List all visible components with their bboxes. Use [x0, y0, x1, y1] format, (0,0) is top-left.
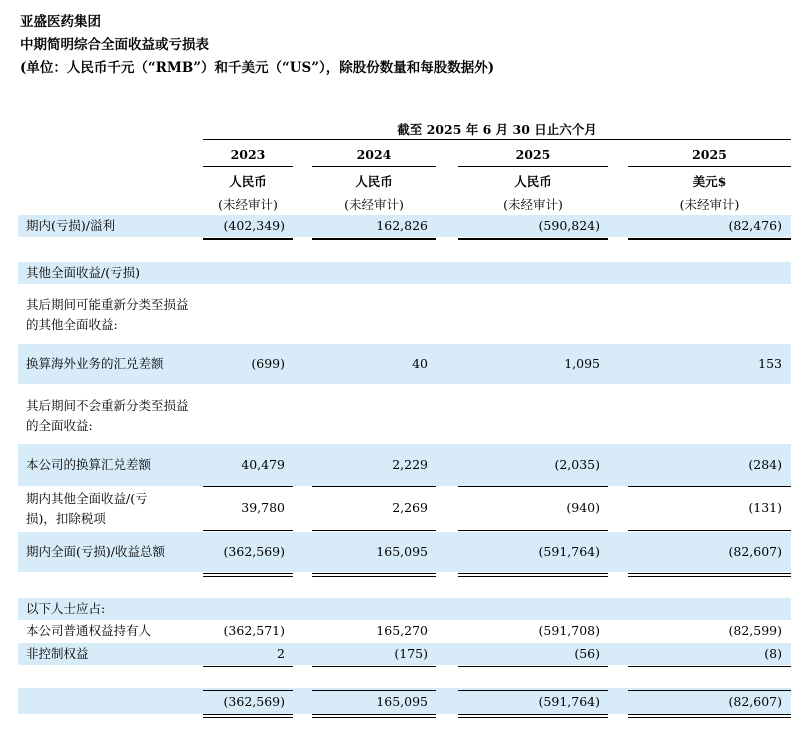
cell: (402,349)	[223, 218, 285, 233]
rule	[203, 690, 293, 691]
cell: (591,764)	[538, 694, 600, 709]
cell: (591,708)	[538, 623, 600, 638]
column-currency: 人民币	[514, 174, 552, 189]
double-rule	[628, 573, 791, 577]
rule	[203, 666, 293, 667]
cell: (591,764)	[538, 544, 600, 559]
rule	[203, 486, 293, 487]
cell: 39,780	[241, 500, 285, 515]
cell: 165,095	[376, 544, 428, 559]
double-rule	[203, 714, 293, 718]
column-underline	[628, 166, 791, 167]
column-audit: (未经审计)	[218, 197, 278, 212]
row-label-attributable: 以下人士应占:	[26, 601, 106, 616]
rule	[458, 486, 608, 487]
row-label-oci-heading: 其他全面收益/(亏损)	[26, 265, 140, 280]
cell: (131)	[748, 500, 782, 515]
cell: (284)	[748, 457, 782, 472]
row-label-period-loss: 期内(亏损)/溢利	[26, 218, 115, 233]
row-label-fx-company: 本公司的换算汇兑差额	[26, 457, 152, 472]
row-label-fx-foreign-ops: 换算海外业务的汇兑差额	[26, 356, 164, 371]
rule	[312, 690, 436, 691]
rule	[312, 530, 436, 531]
double-rule	[628, 714, 791, 718]
cell: (8)	[764, 646, 782, 661]
double-rule	[312, 714, 436, 718]
column-underline	[312, 166, 436, 167]
cell: (362,569)	[223, 544, 285, 559]
cell: (362,571)	[223, 623, 285, 638]
units-note: (单位：人民币千元（“RMB”）和千美元（“US”），除股份数量和每股数据外)	[20, 60, 495, 76]
rule	[628, 486, 791, 487]
rule	[458, 530, 608, 531]
cell: 165,095	[376, 694, 428, 709]
row-label-nonreclass-heading: 其后期间不会重新分类至损益的全面收益:	[26, 398, 189, 433]
cell: 40,479	[241, 457, 285, 472]
double-rule	[312, 573, 436, 577]
cell: 2	[277, 646, 285, 661]
rule	[203, 238, 293, 240]
period-underline	[203, 139, 791, 140]
cell: (940)	[566, 500, 600, 515]
statement-title: 中期简明综合全面收益或亏损表	[20, 37, 209, 53]
rule	[628, 238, 791, 240]
double-rule	[458, 573, 608, 577]
cell: (56)	[574, 646, 600, 661]
column-audit: (未经审计)	[503, 197, 563, 212]
rule	[458, 690, 608, 691]
cell: 1,095	[564, 356, 600, 371]
double-rule	[458, 714, 608, 718]
cell: 165,270	[376, 623, 428, 638]
cell: (590,824)	[538, 218, 600, 233]
column-audit: (未经审计)	[344, 197, 404, 212]
cell: (82,599)	[728, 623, 782, 638]
row-label-nci: 非控制权益	[26, 646, 89, 661]
column-currency: 美元$	[692, 174, 727, 189]
column-currency: 人民币	[229, 174, 267, 189]
cell: 2,229	[392, 457, 428, 472]
cell: (362,569)	[223, 694, 285, 709]
cell: (82,476)	[728, 218, 782, 233]
column-year: 2023	[230, 147, 266, 162]
cell: (82,607)	[728, 694, 782, 709]
cell: (699)	[251, 356, 285, 371]
cell: (82,607)	[728, 544, 782, 559]
column-currency: 人民币	[355, 174, 393, 189]
row-label-owners: 本公司普通权益持有人	[26, 623, 152, 638]
cell: 40	[412, 356, 428, 371]
cell: 162,826	[376, 218, 428, 233]
column-underline	[458, 166, 608, 167]
rule	[203, 530, 293, 531]
rule	[312, 238, 436, 240]
row-label-total-comprehensive: 期内全面(亏损)/收益总额	[26, 544, 165, 559]
column-year: 2025	[515, 147, 551, 162]
rule	[628, 690, 791, 691]
company-name: 亚盛医药集团	[20, 14, 101, 30]
row-label-reclass-heading: 其后期间可能重新分类至损益的其他全面收益:	[26, 297, 189, 332]
period-label: 截至 2025 年 6 月 30 日止六个月	[397, 122, 597, 137]
cell: (2,035)	[554, 457, 600, 472]
cell: 153	[758, 356, 782, 371]
double-rule	[203, 573, 293, 577]
column-year: 2024	[356, 147, 392, 162]
rule	[628, 530, 791, 531]
row-label-oci-net: 期内其他全面收益/(亏损)，扣除税项	[26, 491, 148, 526]
rule	[458, 238, 608, 240]
cell: (175)	[394, 646, 428, 661]
cell: 2,269	[392, 500, 428, 515]
rule	[312, 486, 436, 487]
column-year: 2025	[692, 147, 727, 162]
rule	[458, 666, 608, 667]
rule	[312, 666, 436, 667]
rule	[628, 666, 791, 667]
column-audit: (未经审计)	[679, 197, 740, 212]
column-underline	[203, 166, 293, 167]
